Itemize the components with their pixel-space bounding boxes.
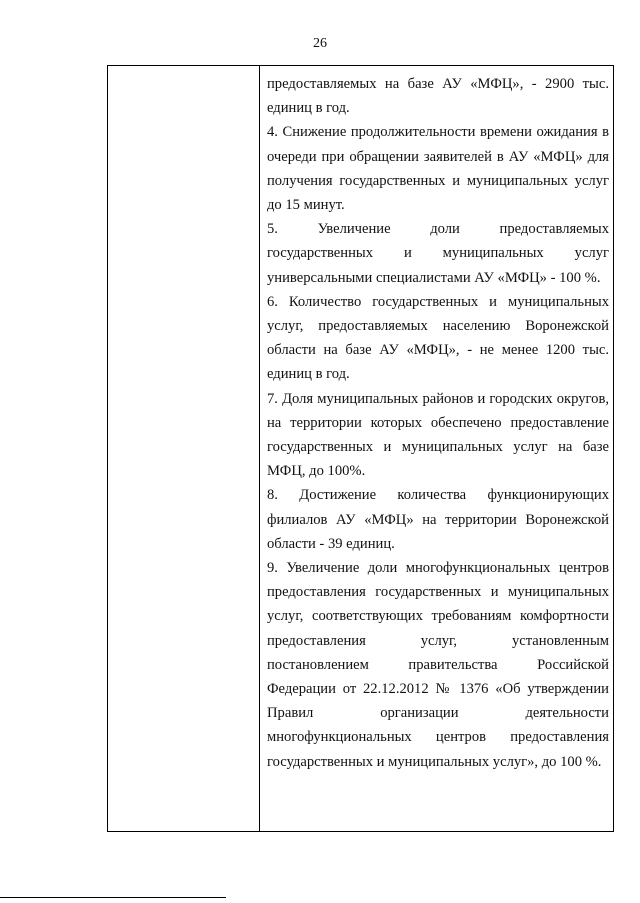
content-table (107, 65, 614, 832)
paragraph-continuation: предоставляемых на базе АУ «МФЦ», - 2900 тыс. единиц в год. (267, 76, 609, 117)
footnote-rule (0, 897, 226, 898)
paragraph-item-7: 7. Доля муниципальных районов и городских округов, на территории которых обеспечено предоставление государственных и муниципальных услуг на базе МФЦ, до 100%. (267, 390, 609, 480)
paragraph-item-8: 8. Достижение количества функционирующих филиалов АУ «МФЦ» на территории Воронежской области - 39 единиц. (267, 487, 609, 552)
column-divider (259, 66, 260, 831)
paragraph-item-4: 4. Снижение продолжительности времени ожидания в очереди при обращении заявителей в АУ «МФЦ» для получения государственных и муниципальных услуг до 15 минут. (267, 124, 609, 214)
table-right-cell (267, 72, 609, 774)
paragraph-item-6: 6. Количество государственных и муниципальных услуг, предоставляемых населению Воронежской области на базе АУ «МФЦ», - не менее 1200 тыс. единиц в год. (267, 293, 609, 383)
paragraph-item-9: 9. Увеличение доли многофункциональных центров предоставления государственных и муниципальных услуг, соответствующих требованиям комфортности предоставления услуг, установленным постановлением правительства Российской Федерации от 22.12.2012 № 1376 «Об утверждении Правил организации деятельности многофункциональных центров предоставления государственных и муниципальных услуг», до 100 %. (267, 560, 609, 770)
page-number: 26 (313, 36, 327, 51)
paragraph-item-5: 5. Увеличение доли предоставляемых государственных и муниципальных услуг универсальными специалистами АУ «МФЦ» - 100 %. (267, 221, 609, 286)
